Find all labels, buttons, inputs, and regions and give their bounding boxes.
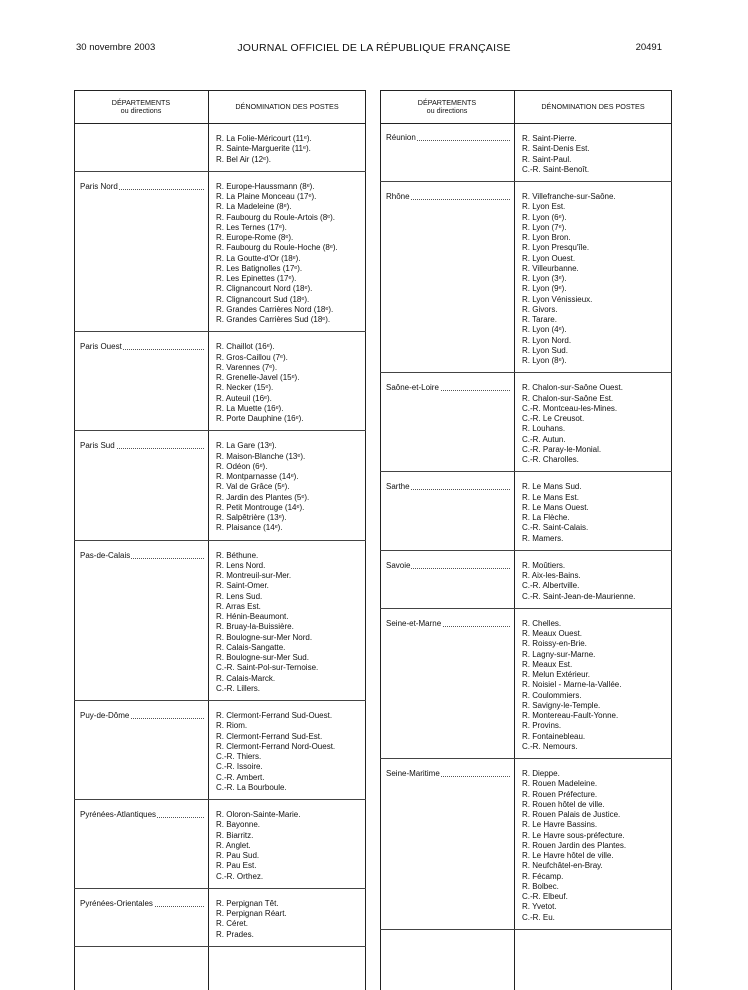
post-name: R. Le Havre hôtel de ville.	[522, 851, 614, 860]
department-name: Pyrénées-Orientales	[80, 898, 153, 908]
post-name: R. La Gare (13ᵉ).	[216, 441, 277, 451]
department-name: Seine-et-Marne	[386, 618, 442, 628]
post-name: R. Europe-Haussmann (8ᵉ).	[216, 181, 315, 191]
department-cell	[80, 342, 204, 352]
post-name: R. La Goutte-d'Or (18ᵉ).	[216, 253, 301, 263]
post-name: R. Riom.	[216, 721, 248, 731]
post-list	[522, 769, 672, 923]
post-name: R. Porte Dauphine (16ᵉ).	[216, 414, 304, 423]
post-name: R. Petit Montrouge (14ᵉ).	[216, 502, 305, 512]
post-name: R. Montparnasse (14ᵉ).	[216, 472, 299, 481]
post-list	[522, 192, 672, 366]
header-departements-line1: DÉPARTEMENTS	[111, 97, 171, 107]
post-name: R. Rouen Jardin des Plantes.	[522, 840, 627, 850]
post-name: R. Salpêtrière (13ᵉ).	[216, 513, 287, 522]
post-name: R. Pau Sud.	[216, 851, 260, 860]
table-row	[74, 800, 366, 889]
department-cell	[386, 383, 510, 393]
post-name: R. Montereau-Fault-Yonne.	[522, 711, 619, 720]
header-departements-line2: ou directions	[120, 106, 162, 115]
post-name: R. Dieppe.	[522, 769, 560, 778]
journal-title: JOURNAL OFFICIEL DE LA RÉPUBLIQUE FRANÇAISE	[237, 42, 511, 54]
post-name: R. Biarritz.	[216, 830, 254, 840]
post-list	[522, 134, 672, 175]
post-name: R. Moûtiers.	[522, 560, 566, 570]
post-list	[216, 551, 366, 695]
post-name: R. Grandes Carrières Sud (18ᵉ).	[216, 315, 331, 324]
post-name: R. Saint-Pierre.	[522, 134, 577, 143]
post-name: C.-R. Saint-Benoît.	[522, 164, 590, 174]
post-name: R. Le Havre Bassins.	[522, 820, 598, 830]
post-name: R. Boulogne-sur-Mer Sud.	[216, 653, 309, 662]
post-list	[216, 711, 366, 793]
post-name: R. Anglet.	[216, 840, 251, 850]
post-name: C.-R. Montceau-les-Mines.	[522, 403, 618, 413]
post-name: R. Prades.	[216, 929, 254, 939]
post-name: R. Lyon (6ᵉ).	[522, 212, 567, 222]
table-row	[74, 701, 366, 800]
post-name: C.-R. Saint-Pol-sur-Ternoise.	[216, 663, 319, 673]
table-row	[380, 551, 672, 609]
post-name: R. Provins.	[522, 721, 562, 731]
post-name: R. Clermont-Ferrand Nord-Ouest.	[216, 741, 336, 751]
post-name: C.-R. Elbeuf.	[522, 892, 568, 901]
post-name: R. Rouen hôtel de ville.	[522, 799, 605, 809]
post-name: R. Les Ternes (17ᵉ).	[216, 222, 287, 232]
post-name: R. Les Batignolles (17ᵉ).	[216, 263, 303, 273]
post-name: R. Auteuil (16ᵉ).	[216, 393, 272, 403]
table-body	[380, 123, 672, 930]
header-departements-line1: DÉPARTEMENTS	[417, 97, 477, 107]
post-name: R. Rouen Madeleine.	[522, 779, 598, 789]
post-name: R. Lagny-sur-Marne.	[522, 649, 596, 659]
post-name: C.-R. Issoire.	[216, 762, 263, 772]
department-cell	[386, 482, 510, 492]
post-name: C.-R. Saint-Calais.	[522, 523, 589, 533]
post-name: R. Sainte-Marguerite (11ᵉ).	[216, 144, 311, 154]
table-row	[74, 541, 366, 702]
department-cell	[80, 899, 204, 909]
post-name: R. Bruay-la-Buissière.	[216, 622, 294, 632]
table-header	[380, 90, 672, 124]
department-cell	[386, 133, 510, 143]
department-cell	[386, 192, 510, 202]
header-departements-line2: ou directions	[426, 106, 468, 115]
post-name: R. Lyon Bron.	[522, 233, 571, 242]
post-name: R. La Madeleine (8ᵉ).	[216, 202, 292, 212]
post-name: R. Meaux Ouest.	[522, 629, 583, 638]
department-name: Puy-de-Dôme	[80, 711, 130, 720]
post-name: R. Chelles.	[522, 618, 562, 628]
post-name: R. Lyon Nord.	[522, 335, 572, 345]
department-name: Réunion	[386, 133, 416, 142]
department-cell	[80, 551, 204, 561]
post-name: R. Pau Est.	[216, 861, 257, 871]
post-list	[216, 810, 366, 882]
table-row	[74, 172, 366, 333]
post-name: R. Faubourg du Roule-Artois (8ᵉ).	[216, 212, 336, 222]
post-name: R. La Plaine Monceau (17ᵉ).	[216, 192, 317, 201]
post-name: C.-R. Charolles.	[522, 455, 579, 464]
post-name: R. Grenelle-Javel (15ᵉ).	[216, 373, 300, 382]
post-list	[216, 899, 366, 940]
table-row	[74, 332, 366, 431]
post-list	[216, 134, 366, 165]
post-name: R. Hénin-Beaumont.	[216, 612, 289, 621]
post-name: R. Tarare.	[522, 315, 557, 324]
department-cell	[80, 810, 204, 820]
post-name: R. Perpignan Réart.	[216, 909, 287, 918]
post-name: R. Necker (15ᵉ).	[216, 383, 274, 393]
department-name: Pyrénées-Atlantiques	[80, 810, 157, 819]
post-name: R. Meaux Est.	[522, 659, 573, 669]
department-name: Savoie	[386, 560, 411, 570]
post-name: R. Givors.	[522, 304, 558, 314]
post-name: R. Les Epinettes (17ᵉ).	[216, 274, 297, 283]
post-name: R. Plaisance (14ᵉ).	[216, 523, 283, 533]
post-name: R. Melun Extérieur.	[522, 670, 591, 679]
post-list	[522, 619, 672, 752]
post-name: R. Neufchâtel-en-Bray.	[522, 861, 603, 871]
post-name: C.-R. Saint-Jean-de-Maurienne.	[522, 591, 636, 601]
table-row	[380, 123, 672, 182]
post-name: R. Gros-Caillou (7ᵉ).	[216, 352, 288, 362]
department-name: Paris Sud	[80, 441, 115, 451]
header-date: 30 novembre 2003	[76, 42, 156, 53]
table-body	[74, 123, 366, 947]
post-name: R. Clermont-Ferrand Sud-Est.	[216, 731, 323, 741]
header-departements	[74, 91, 208, 123]
post-name: R. Mamers.	[522, 533, 564, 543]
post-name: R. Villefranche-sur-Saône.	[522, 192, 616, 201]
post-name: R. Fécamp.	[522, 871, 564, 881]
page-number: 20491	[635, 42, 662, 53]
department-cell	[386, 769, 510, 779]
department-name: Pas-de-Calais	[80, 550, 131, 560]
post-name: C.-R. La Bourboule.	[216, 782, 287, 792]
post-name: R. Lyon (7ᵉ).	[522, 222, 567, 232]
post-name: R. La Folie-Méricourt (11ᵉ).	[216, 134, 312, 143]
post-name: R. Boulogne-sur-Mer Nord.	[216, 632, 313, 642]
department-cell	[80, 441, 204, 451]
post-name: R. Bel Air (12ᵉ).	[216, 154, 271, 164]
post-name: C.-R. Ambert.	[216, 772, 265, 782]
post-name: R. Varennes (7ᵉ).	[216, 362, 278, 372]
post-name: R. Grandes Carrières Nord (18ᵉ).	[216, 304, 334, 314]
post-name: R. Val de Grâce (5ᵉ).	[216, 482, 290, 492]
post-name: R. Lyon (9ᵉ).	[522, 284, 567, 294]
post-name: R. Arras Est.	[216, 601, 261, 611]
post-name: R. Le Havre sous-préfecture.	[522, 830, 625, 840]
post-name: R. La Flèche.	[522, 513, 570, 522]
post-name: C.-R. Lillers.	[216, 683, 261, 693]
table-header	[74, 90, 366, 124]
department-name: Sarthe	[386, 482, 410, 492]
post-name: R. Bolbec.	[522, 881, 559, 891]
post-name: R. Roissy-en-Brie.	[522, 639, 587, 649]
post-name: R. Odéon (6ᵉ).	[216, 461, 268, 471]
post-name: R. Europe-Rome (8ᵉ).	[216, 233, 294, 242]
post-name: R. Montreuil-sur-Mer.	[216, 571, 292, 580]
post-name: R. Coulommiers.	[522, 690, 582, 700]
post-name: R. Lyon (3ᵉ).	[522, 274, 567, 283]
post-name: R. Saint-Omer.	[216, 581, 269, 591]
post-name: R. Clermont-Ferrand Sud-Ouest.	[216, 711, 333, 720]
post-name: R. Rouen Préfecture.	[522, 789, 598, 799]
post-list	[216, 441, 366, 533]
department-name: Paris Nord	[80, 181, 118, 191]
table-row	[380, 182, 672, 373]
post-name: R. Lyon (4ᵉ).	[522, 325, 567, 335]
post-name: R. Chaillot (16ᵉ).	[216, 342, 275, 352]
post-name: R. Calais-Sangatte.	[216, 642, 286, 652]
table-column-right	[380, 90, 672, 990]
post-name: R. Aix-les-Bains.	[522, 571, 581, 580]
department-cell	[386, 619, 510, 629]
department-name: Seine-Maritime	[386, 769, 440, 778]
table-row	[74, 123, 366, 172]
table-row	[74, 889, 366, 947]
department-cell	[386, 561, 510, 571]
post-name: R. Yvetot.	[522, 902, 557, 912]
post-name: R. Calais-Marck.	[216, 673, 276, 683]
post-list	[522, 561, 672, 602]
post-list	[216, 342, 366, 424]
department-name: Saône-et-Loire	[386, 383, 439, 393]
department-name: Paris Ouest	[80, 342, 122, 352]
post-name: R. Céret.	[216, 919, 249, 929]
post-name: R. Lyon Est.	[522, 202, 566, 212]
post-name: C.-R. Nemours.	[522, 741, 578, 751]
post-name: R. Lens Sud.	[216, 591, 263, 601]
post-name: R. Lyon (8ᵉ).	[522, 356, 567, 365]
table-row	[380, 373, 672, 472]
post-name: R. Le Mans Est.	[522, 492, 579, 502]
post-name: C.-R. Paray-le-Monial.	[522, 444, 602, 454]
post-list	[522, 383, 672, 465]
post-name: R. Louhans.	[522, 424, 566, 434]
post-name: R. Maison-Blanche (13ᵉ).	[216, 451, 306, 461]
post-name: R. Le Mans Sud.	[522, 482, 582, 492]
post-name: R. Bayonne.	[216, 820, 261, 830]
post-name: R. Perpignan Têt.	[216, 898, 279, 908]
post-name: R. Lens Nord.	[216, 560, 266, 570]
table-row	[74, 431, 366, 540]
post-name: R. Rouen Palais de Justice.	[522, 810, 621, 819]
post-name: R. Chalon-sur-Saône Est.	[522, 393, 614, 403]
post-name: R. Noisiel - Marne-la-Vallée.	[522, 680, 622, 690]
post-name: R. Jardin des Plantes (5ᵉ).	[216, 492, 310, 502]
post-name: R. Villeurbanne.	[522, 263, 579, 273]
post-name: R. La Muette (16ᵉ).	[216, 403, 284, 413]
post-name: R. Lyon Sud.	[522, 345, 568, 355]
post-name: R. Saint-Paul.	[522, 154, 572, 164]
table-row	[380, 472, 672, 551]
post-name: R. Faubourg du Roule-Hoche (8ᵉ).	[216, 243, 338, 253]
post-name: R. Chalon-sur-Saône Ouest.	[522, 383, 623, 393]
post-name: R. Clignancourt Nord (18ᵉ).	[216, 284, 313, 294]
post-name: R. Savigny-le-Temple.	[522, 700, 601, 710]
post-name: C.-R. Eu.	[522, 912, 555, 922]
table-column-left	[74, 90, 366, 990]
post-name: C.-R. Orthez.	[216, 871, 264, 881]
post-name: R. Clignancourt Sud (18ᵉ).	[216, 294, 310, 304]
department-cell	[80, 182, 204, 192]
post-name: R. Lyon Vénissieux.	[522, 294, 593, 304]
post-name: R. Fontainebleau.	[522, 731, 586, 741]
post-name: C.-R. Le Creusot.	[522, 414, 585, 423]
post-name: C.-R. Thiers.	[216, 752, 262, 761]
post-name: R. Oloron-Sainte-Marie.	[216, 810, 301, 819]
post-list	[522, 482, 672, 544]
header-departements	[380, 91, 514, 123]
table-row	[380, 759, 672, 930]
post-name: R. Lyon Presqu'île.	[522, 243, 590, 253]
post-list	[216, 182, 366, 326]
post-name: R. Béthune.	[216, 550, 259, 560]
table-row	[380, 609, 672, 759]
header-denomination: DÉNOMINATION DES POSTES	[541, 101, 645, 111]
post-name: R. Le Mans Ouest.	[522, 502, 589, 512]
department-cell	[80, 711, 204, 721]
department-name: Rhône	[386, 192, 410, 201]
post-name: C.-R. Albertville.	[522, 581, 580, 591]
header-denomination: DÉNOMINATION DES POSTES	[235, 101, 339, 111]
post-name: R. Lyon Ouest.	[522, 253, 576, 263]
post-name: R. Saint-Denis Est.	[522, 144, 590, 154]
post-name: C.-R. Autun.	[522, 434, 566, 444]
